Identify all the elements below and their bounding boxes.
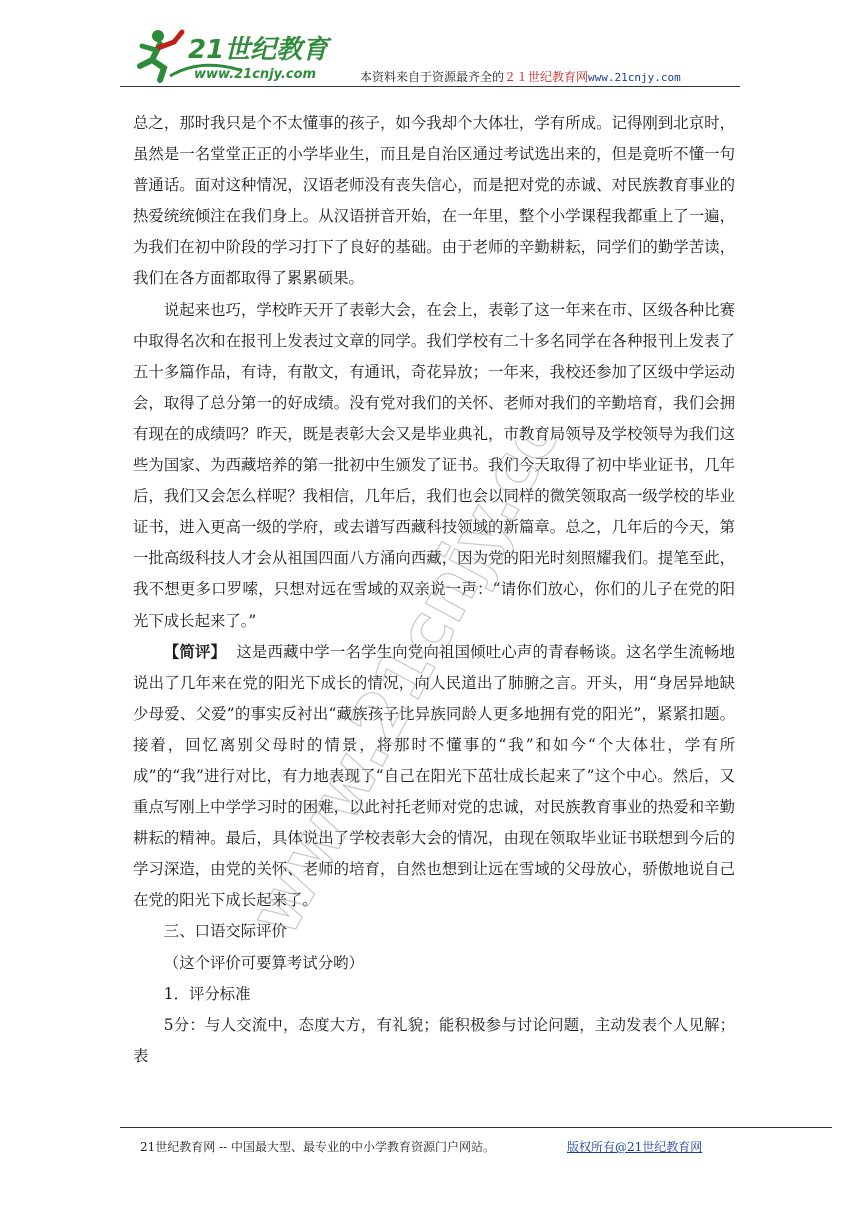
section-3-note: （这个评价可要算考试分哟） <box>163 953 364 972</box>
footer-divider <box>120 1127 832 1128</box>
site-logo[interactable] <box>130 18 350 88</box>
page-header <box>0 0 860 100</box>
header-brand-link[interactable]: ２１世纪教育网 <box>504 70 589 84</box>
score-5-criteria: 5分：与人交流中，态度大方，有礼貌；能积极参与讨论问题，主动发表个人见解；表 <box>133 1015 735 1065</box>
section-3-heading: 三、口语交际评价 <box>163 922 287 941</box>
watermark-text: www.21cnjy.com <box>250 440 570 948</box>
header-url-link[interactable]: www.21cnjy.com <box>588 71 681 84</box>
header-divider <box>120 86 740 87</box>
scoring-criteria-heading: 1．评分标准 <box>163 984 251 1003</box>
copyright-link[interactable]: 版权所有@21世纪教育网 <box>567 1140 703 1154</box>
paragraph-2: 说起来也巧，学校昨天开了表彰大会，在会上，表彰了这一年来在市、区级各种比赛中取得名次和在报刊上发表过文章的同学。我们学校有二十多名同学在各种报刊上发表了五十多篇作品，有诗，有散文，有通讯，奇花异放；一年来，我校还参加了区级中学运动会，取得了总分第一的好成绩。没有党对我们的关怀、老师对我们的辛勤培育，我们会拥有现在的成绩吗？昨天，既是表彰大会又是毕业典礼，市教育局领导及学校领导为我们这些为国家、为西藏培养的第一批初中生颁发了证书。我们今天取得了初中毕业证书，几年后，我们又会怎么样呢？我相信，几年后，我们也会以同样的微笑领取高一级学校的毕业证书，进入更高一级的学府，或去谱写西藏科技领域的新篇章。总之，几年后的今天，第一批高级科技人才会从祖国四面八方涌向西藏，因为党的阳光时刻照耀我们。提笔至此，我不想更多口罗嗦，只想对远在雪域的双亲说一声：“请你们放心，你们的儿子在党的阳光下成长起来了。” <box>133 300 735 630</box>
review-paragraph <box>133 637 735 917</box>
review-tag: 【简评】 <box>163 642 227 661</box>
header-notice-prefix: 本资料来自于资源最齐全的 <box>360 70 505 84</box>
paragraph-1: 总之，那时我只是个不太懂事的孩子，如今我却个大体壮，学有所成。记得刚到北京时，虽然是一名堂堂正正的小学毕业生，而且是自治区通过考试选出来的，但是竟听不懂一句普通话。面对这种情况，汉语老师没有丧失信心，而是把对党的赤诚、对民族教育事业的热爱统统倾注在我们身上。从汉语拼音开始，在一年里，整个小学课程我都重上了一遍，为我们在初中阶段的学习打下了良好的基础。由于老师的辛勤耕耘，同学们的勤学苦读，我们在各方面都取得了累累硕果。 <box>133 114 735 288</box>
footer-text: 21世纪教育网 -- 中国最大型、最专业的中小学教育资源门户网站。 <box>140 1140 496 1154</box>
page-footer <box>140 1138 703 1155</box>
document-body <box>133 108 735 1072</box>
header-notice <box>360 68 681 85</box>
logo-cn-text: 21世纪教育 <box>188 35 329 65</box>
review-text: 这是西藏中学一名学生向党向祖国倾吐心声的青春畅谈。这名学生流畅地说出了几年来在党的阳光下成长的情况，向人民道出了肺腑之言。开头，用“身居异地缺少母爱、父爱”的事实反衬出“藏族孩子比异族同龄人更多地拥有党的阳光”，紧紧扣题。接着，回忆离别父母时的情景，将那时不懂事的“我”和如今“个大体壮，学有所成”的“我”进行对比，有力地表现了“自己在阳光下茁壮成长起来了”这个中心。然后，又重点写刚上中学学习时的困难，以此衬托老师对党的忠诚，对民族教育事业的热爱和辛勤耕耘的精神。最后，具体说出了学校表彰大会的情况，由现在领取毕业证书联想到今后的学习深造，由党的关怀、老师的培育，自然也想到让远在雪域的父母放心，骄傲地说自己在党的阳光下成长起来了。 <box>133 642 735 910</box>
logo-url-text: www.21cnjy.com <box>194 67 317 82</box>
runner-logo-icon <box>130 18 350 88</box>
